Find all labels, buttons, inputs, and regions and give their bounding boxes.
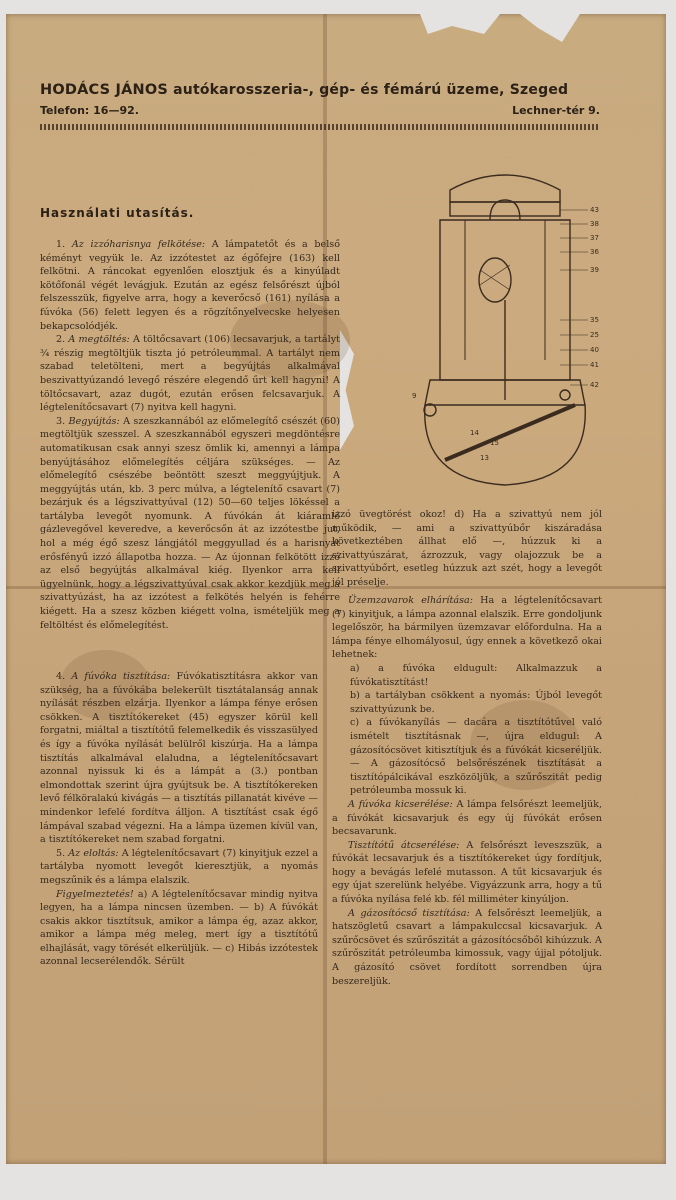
vaporizer-cleaning bbox=[332, 907, 602, 989]
nozzle-replacement-text: A lámpa felsőrészt leemeljük, a fúvókát kicsavarjuk és egy új fúvókát erősen becsavarunk. bbox=[332, 798, 602, 838]
letterhead bbox=[40, 82, 600, 117]
figure-label: 9 bbox=[412, 392, 417, 400]
header-divider bbox=[40, 124, 600, 130]
needle-replacement-text: A felsőrészt leveszszük, a fúvókát lecsavarjuk és a tisztítókereket úgy fordítjuk, hogy a bevágás lefelé mutasson. A tűt kicsavarjuk és egy újat szerelünk helyébe. Vigyázzunk arra, hogy a tű a fúvóka nyílása felé kb. fél milliméter kinyúljon. bbox=[332, 839, 602, 906]
section-2: 2. A megtöltés: A töltőcsavart (106) lecsavarjuk, a tartályt ¾ részig megtöltjük tiszta jó petróleummal. A tartályt nem szabad teletölteni, mert a begyújtás alkalmával beszivattyúzandó levegő részére elegendő űrt kell hagyni! A töltőcsavart, azaz dugót, ezután erősen felcsavarjuk. A légtelenítőcsavart (7) nyitva kell hagyni. bbox=[40, 334, 340, 414]
vaporizer-cleaning-text: A felsőrészt leemeljük, a hatszögletű csavart a lámpakulccsal kicsavarjuk. A szűrőcsövet és szűrőszitát a gázosítócsőből kihúzzuk. A szűrőszitát petróleumba kimossuk, vagy újjal pótoljuk. A gázosító csövet fordított sorrendben újra beszereljük. bbox=[332, 907, 602, 987]
company-description: autókarosszeria-, gép- és fémárú üzeme, Szeged bbox=[173, 82, 569, 98]
troubleshooting-heading: Üzemzavarok elhárítása: bbox=[348, 595, 473, 606]
section-3-text: A szeszkannából az előmelegítő csészét (60) megtöltjük szesszel. A szeszkannából egyszeri megdöntésre automatikusan csak annyi szesz ömlik ki, amennyi a lámpa benyújtásához előmelegítés céljára szükséges. — Az előmelegítő csészébe beöntött szeszt meggyújtjuk. A meggyújtás után, kb. 3 perc múlva, a légtelenítő csavart (7) bezárjuk és a légszivattyúval (12) 50—60 teljes lökéssel a tartályba levegőt nyomunk. A fúvókán át kiáramló gázlevegővel keveredve, a keverőcsőn át az izzótestbe jut, hol a még égő szesz lángjától meggyullad és a harisnyát erősfényű izzó állapotba hozza. — Az újonnan felkötött izzó az első begyújtás alkalmával kiég. Ilyenkor arra kell ügyelnünk, hogy a légszivattyúval csak akkor kezdjük meg a szivattyúzást, ha az izzótest a felkötés helyén is fehérre kiégett. Ha a szesz közben kiégett volna, ismételjük meg a feltöltést és előmelegítést. bbox=[40, 415, 340, 631]
troubleshooting bbox=[332, 594, 602, 662]
figure-label: 41 bbox=[590, 361, 599, 369]
figure-label: 15 bbox=[490, 439, 499, 447]
figure-label: 38 bbox=[590, 220, 599, 228]
figure-label: 36 bbox=[590, 248, 599, 256]
figure-label: 37 bbox=[590, 234, 599, 242]
address: Lechner-tér 9. bbox=[512, 104, 600, 117]
section-2-text: A töltőcsavart (106) lecsavarjuk, a tartályt ¾ részig megtöltjük tiszta jó petróleummal. A tartályt nem szabad teletölteni, mert a begyújtás alkalmával beszivattyúzandó levegő részére elegendő űrt kell hagyni! A töltőcsavart, azaz dugót, ezután erősen felcsavarjuk. A légtelenítőcsavart (7) nyitva kell hagyni. bbox=[40, 334, 340, 414]
figure-label: 14 bbox=[470, 429, 479, 437]
needle-replacement-heading: Tisztítótű átcserélése: bbox=[348, 839, 460, 851]
document-title: Használati utasítás. bbox=[40, 206, 195, 220]
warning bbox=[40, 888, 318, 970]
warning-continued: izzó üvegtörést okoz! d) Ha a szivattyú nem jól működik, — ami a szivattyúbőr kiszáradása következtében állhat elő —, húzzuk ki a szivattyúszárat, ázrozzuk, vagy olajozzuk be a szivattyúbőrt, esetleg húzzuk azt szét, hogy a levegőt jól préselje. bbox=[332, 509, 602, 588]
section-3-heading: Begyújtás: bbox=[68, 415, 120, 427]
troubleshooting-item-b: b) a tartályban csökkent a nyomás: Újból levegőt szivattyúzunk be. bbox=[350, 690, 602, 715]
section-1-text: A lámpatetőt és a belső kéményt vegyük le. Az izzótestet az égőfejre (163) kell felkötni. A ráncokat egyenlően elosztjuk és a kinyúladt kötőfonál végét levágjuk. Ezután az egész felsőrészt újból felszesszük, figyelve arra, hogy a keverőcső (161) nyílása a fúvóka (56) felett legyen és a rögzítőnyelvecske helyesen bekapcsolódjék. bbox=[40, 239, 340, 332]
section-1: 1. Az izzóharisnya felkötése: A lámpatetőt és a belső kéményt vegyük le. Az izzótestet az égőfejre (163) kell felkötni. A ráncokat egyenlően elosztjuk és a kinyúladt kötőfonál végét levágjuk. Ezután az egész felsőrészt újból felszesszük, figyelve arra, hogy a keverőcső (161) nyílása a fúvóka (56) felett legyen és a rögzítőnyelvecske helyesen bekapcsolódjék. bbox=[40, 239, 340, 332]
instructions-right-upper bbox=[332, 508, 602, 590]
fuel-tank bbox=[425, 405, 586, 485]
figure-label: 39 bbox=[590, 266, 599, 274]
figure-label: 42 bbox=[590, 381, 599, 389]
lamp-collar bbox=[450, 202, 560, 216]
nozzle-replacement-heading: A fúvóka kicserélése: bbox=[348, 798, 453, 810]
section-2-heading: A megtöltés: bbox=[68, 334, 130, 346]
section-5-text: A légtelenítőcsavart (7) kinyitjuk ezzel a tartályba nyomott levegőt kieresztjük, a nyomás megszűnik és a lámpa elalszik. bbox=[40, 847, 318, 886]
troubleshooting-item-c: c) a fúvókanyílás — dacára a tisztítótűvel való ismételt tisztításnak —, újra eldugul: A gázosítócsövet kitisztítjuk és a fúvókát kicseréljük. — A gázosítócső belsőrészének tisztítását a tisztítópálcikával eszközöljük, a szűrőszitát pedig petróleumba mossuk ki. bbox=[350, 717, 602, 797]
figure-label: 40 bbox=[590, 346, 599, 354]
vaporizer-cleaning-heading: A gázosítócső tisztítása: bbox=[348, 907, 470, 919]
figure-label: 35 bbox=[590, 316, 599, 324]
phone-number: Telefon: 16—92. bbox=[40, 104, 139, 117]
figure-label: 43 bbox=[590, 206, 599, 214]
troubleshooting-text: Ha a légtelenítőcsavart (7) kinyitjuk, a lámpa azonnal elalszik. Erre gondoljunk legelőször, ha bármilyen üzemzavar előfordulna. Ha a lámpa fénye elhomályosul, úgy ennek a következő okai lehetnek: bbox=[332, 595, 602, 661]
company-name: HODÁCS JÁNOS bbox=[40, 82, 169, 98]
figure-label: 25 bbox=[590, 331, 599, 339]
troubleshooting-item-a: a) a fúvóka eldugult: Alkalmazzuk a fúvókatisztítást! bbox=[350, 662, 602, 688]
warning-text: a) A légtelenítőcsavar mindig nyitva legyen, ha a lámpa nincsen üzemben. — b) A fúvókát csakis akkor tisztítsuk, amikor a lámpa ég, azaz akkor, amikor a lámpa még meleg, mert így a tisztítótű elhajlását, vagy törését elkerüljük. — c) Hibás izzótestek azonnal lecserélendők. Sérült bbox=[40, 888, 318, 968]
valve-wheel bbox=[424, 404, 436, 416]
section-4: 4. A fúvóka tisztítása: Fúvókatisztításra akkor van szükség, ha a fúvókába belekerült tisztátalanság annak nyílását részben elzárja. Ilyenkor a lámpa fénye erősen csökken. A tisztítókereket (45) egyszer körül kell forgatni, miáltal a tisztítótű felemelkedik és visszasülyed és így a fúvóka nyílását belülről kiszúrja. Ha a lámpa tisztítás alkalmával elaludna, a légtelenítőcsavart azonnal nyissuk ki és a lámpát a (3.) pontban elmondottak szerint újra gyújtsuk be. A tisztítókereken levő félköralakú kivágás — a tisztítás pillanatát kivéve — mindenkor lefelé fordítva álljon. A tisztítást csak égő lámpával szabad végezni. Ha a lámpa üzemen kívül van, a tisztítókereket nem szabad forgatni. bbox=[40, 671, 319, 846]
nozzle-replacement bbox=[332, 798, 602, 839]
section-5-heading: Az eloltás: bbox=[68, 847, 119, 859]
instructions-left-upper bbox=[40, 238, 340, 632]
lamp-cap bbox=[450, 175, 560, 202]
section-3: 3. Begyújtás: A szeszkannából az előmelegítő csészét (60) megtöltjük szesszel. A szeszkannából egyszeri megdöntésre automatikusan csak annyi szesz ömlik ki, amennyi a lámpa benyújtásához előmelegítés céljára szükséges. — Az előmelegítő csészébe beöntött szeszt meggyújtjuk. A meggyújtás után, kb. 3 perc múlva, a légtelenítő csavart (7) bezárjuk és a légszivattyúval (12) 50—60 teljes lökéssel a tartályba levegőt nyomunk. A fúvókán át kiáramló gázlevegővel keveredve, a keverőcsőn át az izzótestbe jut, hol a még égő szesz lángjától meggyullad és a harisnyát erősfényű izzó állapotba hozza. — Az újonnan felkötött izzó az első begyújtás alkalmával kiég. Ilyenkor arra kell ügyelnünk, hogy a légszivattyúval csak akkor kezdjük meg a szivattyúzást, ha az izzótest a felkötés helyén is fehérre kiégett. Ha a szesz közben kiégett volna, ismételjük meg a feltöltést és előmelegítést. bbox=[40, 415, 340, 631]
instructions-right-lower bbox=[332, 594, 602, 988]
instructions-left-lower bbox=[40, 670, 318, 969]
company-line bbox=[40, 82, 600, 98]
section-4-heading: A fúvóka tisztítása: bbox=[71, 671, 171, 682]
mixing-tube bbox=[490, 200, 520, 220]
pump-rod bbox=[445, 405, 575, 460]
section-4-text: Fúvókatisztításra akkor van szükség, ha a fúvókába belekerült tisztátalanság annak nyílását részben elzárja. Ilyenkor a lámpa fénye erősen csökken. A tisztítókereket (45) egyszer körül kell forgatni, miáltal a tisztítótű felemelkedik és visszasülyed és így a fúvóka nyílását belülről kiszúrja. Ha a lámpa tisztítás alkalmával elaludna, a légtelenítőcsavart azonnal nyissuk ki és a lámpát a (3.) pontban elmondottak szerint újra gyújtsuk be. A tisztítókereken levő félköralakú kivágás — a tisztítás pillanatát kivéve — mindenkor lefelé fordítva álljon. A tisztítást csak égő lámpával szabad végezni. Ha a lámpa üzemen kívül van, a tisztítókereket nem szabad forgatni. bbox=[40, 671, 319, 846]
warning-heading: Figyelmeztetés! bbox=[56, 888, 134, 900]
needle-replacement bbox=[332, 839, 602, 907]
lamp-diagram bbox=[410, 160, 600, 500]
figure-label: 13 bbox=[480, 454, 489, 462]
section-5: 5. Az eloltás: A légtelenítőcsavart (7) kinyitjuk ezzel a tartályba nyomott levegőt kieresztjük, a nyomás megszűnik és a lámpa elalszik. bbox=[40, 847, 318, 886]
section-1-heading: Az izzóharisnya felkötése: bbox=[71, 239, 206, 250]
